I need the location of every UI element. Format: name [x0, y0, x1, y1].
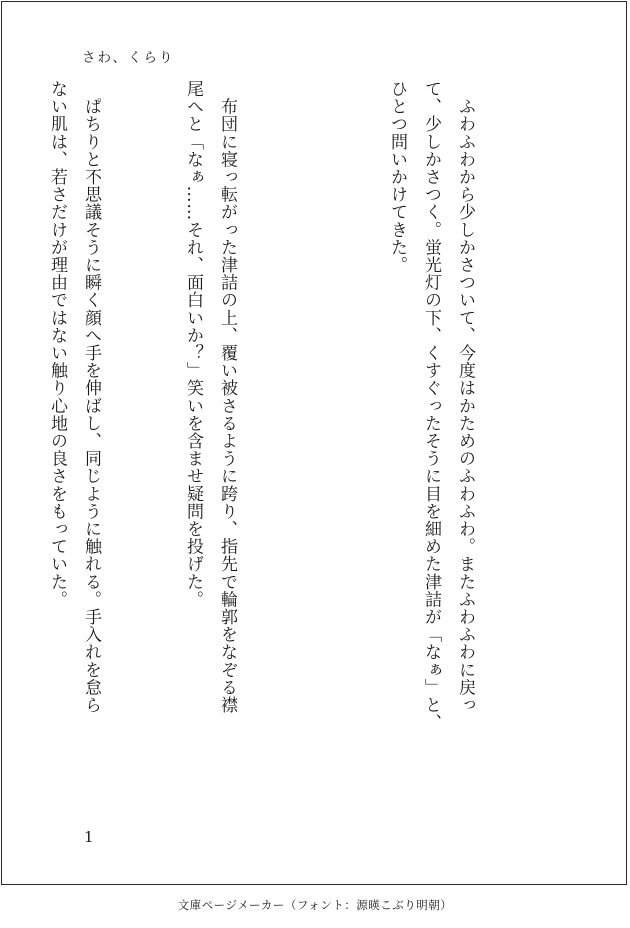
book-page — [1, 1, 627, 885]
vertical-body-text — [0, 80, 550, 800]
paragraph: 布団に寝っ転がった津詰の上、覆い被さるように跨り、指先で輪郭をなぞる襟 尾へと「なぁ……それ、面白いか？」笑いを含ませ疑問を投げた。 — [183, 80, 237, 714]
running-header-title: さわ、くらり — [82, 50, 175, 66]
page-number: 1 — [84, 828, 94, 846]
paragraph: ぱちりと不思議そうに瞬く顔へ手を伸ばし、同じように触れる。手入れを怠ら ない肌は、若さだけが理由ではない触り心地の良さをもっていた。 — [47, 80, 101, 714]
footer-credit: 文庫ページメーカー（フォント：源暎こぶり明朝） — [177, 898, 453, 912]
paragraph: ふわふわから少しかさついて、今度はかためのふわふわ。またふわふわに戻っ て、少しかさつく。蛍光灯の下、くすぐったそうに目を細めた津詰が「なぁ」と、 ひとつ問いかけてきた。 — [387, 80, 475, 732]
